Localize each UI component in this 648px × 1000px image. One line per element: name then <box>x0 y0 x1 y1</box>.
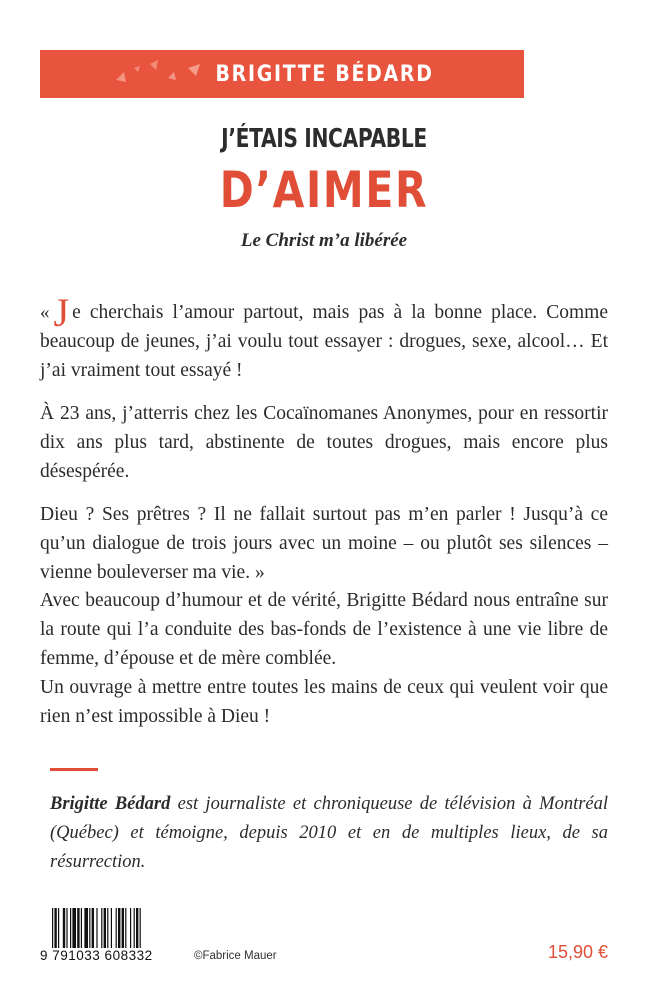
price: 15,90 € <box>547 942 608 962</box>
author-quote <box>40 290 608 601</box>
barcode-bar <box>58 908 59 948</box>
book-title-line-2: D’AIMER <box>219 161 429 219</box>
barcode-bar <box>125 908 126 948</box>
opening-quote-mark: « <box>40 302 50 323</box>
barcode-bar <box>118 908 120 948</box>
barcode-bar <box>116 908 117 948</box>
quote-paragraph-3: Dieu ? Ses prêtres ? Il ne fallait surtout pas m’en parler ! Jusqu’à ce qu’un dialogue de trois jours avec un moine – ou plutôt ses silences – vienne bouleverser ma vie. » <box>40 504 608 583</box>
bio-text: est journaliste et chroniqueuse de télévision à Montréal (Québec) et témoigne, depuis 2010 et en de multiples lieux, de sa résurrection. <box>50 794 609 872</box>
photo-credit: ©Fabrice Mauer <box>194 950 277 962</box>
book-pitch <box>40 586 608 731</box>
barcode-bar <box>111 908 112 948</box>
barcode-bar <box>66 908 67 948</box>
barcode-bar <box>81 908 82 948</box>
quote-paragraph-1 <box>40 290 608 385</box>
author-bio <box>50 790 608 877</box>
barcode-bar <box>84 908 88 948</box>
barcode-bar <box>101 908 102 948</box>
dropcap-letter: J <box>53 290 70 335</box>
barcode-bar <box>107 908 108 948</box>
book-subtitle: Le Christ m’a libérée <box>240 230 408 251</box>
leaves-icon <box>110 58 220 90</box>
barcode-bar <box>52 908 53 948</box>
isbn-barcode <box>40 908 190 968</box>
bio-author-name: Brigitte Bédard <box>50 794 171 814</box>
barcode-bar <box>134 908 135 948</box>
barcode-bar <box>70 908 71 948</box>
barcode-bar <box>136 908 138 948</box>
barcode-bar <box>96 908 97 948</box>
divider-rule <box>50 768 98 771</box>
quote-paragraph-1-text: e cherchais l’amour partout, mais pas à la bonne place. Comme beaucoup de jeunes, j’ai voulu tout essayer : drogues, sexe, alcool… Et j’ai vraiment tout essayé ! <box>40 302 608 381</box>
barcode-bar <box>63 908 65 948</box>
author-name: BRIGITTE BÉDARD <box>215 61 434 87</box>
barcode-bar <box>54 908 56 948</box>
barcode-bar <box>140 908 141 948</box>
barcode-bar <box>130 908 131 948</box>
quote-paragraph-2: À 23 ans, j’atterris chez les Cocaïnomanes Anonymes, pour en ressortir dix ans plus tard, abstinente de toutes drogues, mais encore plus désespérée. <box>40 403 608 482</box>
barcode-bar <box>77 908 79 948</box>
barcode-bar <box>104 908 106 948</box>
author-banner <box>40 50 524 98</box>
barcode-digits: 9 791033 608332 <box>40 948 153 963</box>
barcode-bar <box>89 908 90 948</box>
barcode-bars <box>52 908 188 948</box>
pitch-paragraph-1: Avec beaucoup d’humour et de vérité, Brigitte Bédard nous entraîne sur la route qui l’a conduite des bas-fonds de l’existence à une vie libre de femme, d’épouse et de mère comblée. <box>40 590 608 669</box>
book-title-line-1: J’ÉTAIS INCAPABLE <box>221 124 427 154</box>
barcode-bar <box>72 908 76 948</box>
pitch-paragraph-2: Un ouvrage à mettre entre toutes les mains de ceux qui veulent voir que rien n’est impossible à Dieu ! <box>40 677 608 727</box>
barcode-bar <box>122 908 124 948</box>
barcode-bar <box>92 908 94 948</box>
